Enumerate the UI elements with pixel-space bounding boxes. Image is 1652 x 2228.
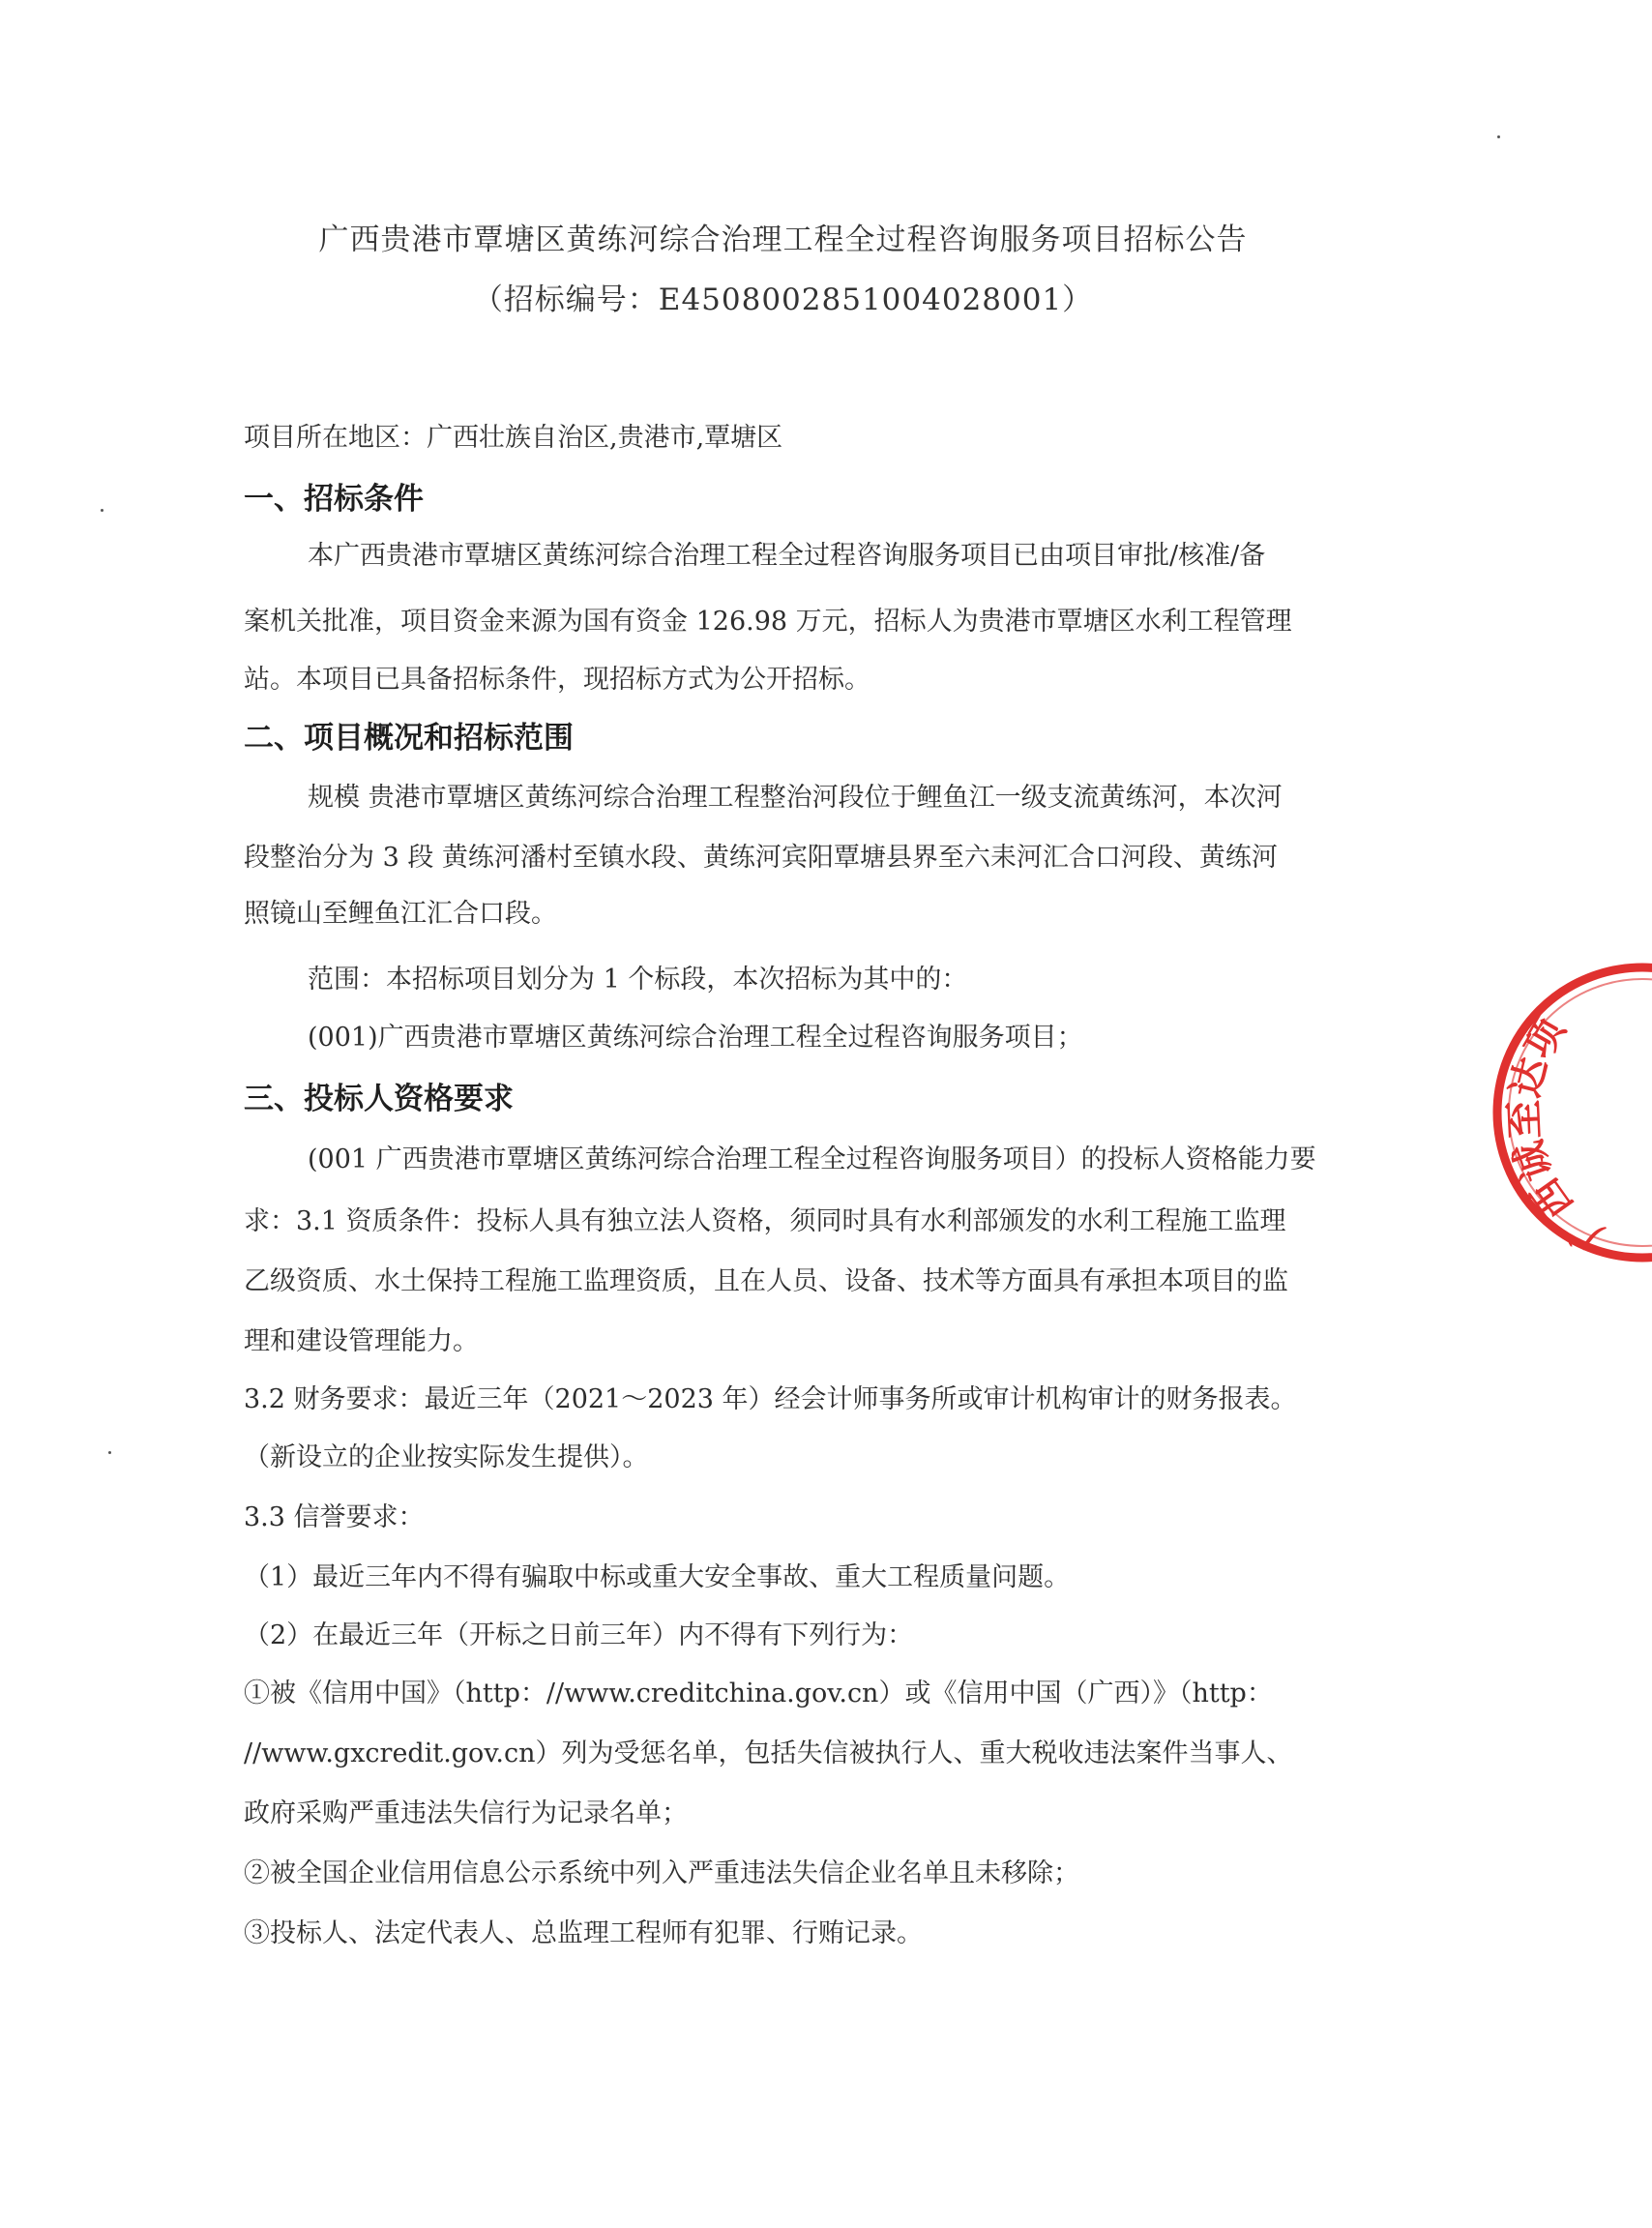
section-heading-1: 一、招标条件 [244,482,424,517]
paragraph-line: 3.3 信誉要求： [244,1502,425,1532]
paragraph-line: 照镜山至鲤鱼江汇合口段。 [244,899,557,929]
paragraph-line: ①被《信用中国》（http：//www.creditchina.gov.cn）或《信用中国（广西）》（http： [244,1678,1273,1708]
paragraph-line: 政府采购严重违法失信行为记录名单； [244,1798,688,1828]
paragraph-line: 范围：本招标项目划分为 1 个标段，本次招标为其中的： [308,965,968,995]
section-heading-2: 二、项目概况和招标范围 [244,721,574,756]
paragraph-line: 理和建设管理能力。 [244,1326,479,1356]
section-heading-3: 三、投标人资格要求 [244,1082,514,1116]
tender-code: （招标编号：E4508002851004028001） [472,282,1094,317]
paragraph-line: 规模 贵港市覃塘区黄练河综合治理工程整治河段位于鲤鱼江一级支流黄练河，本次河 [308,783,1283,813]
paragraph-line: 站。本项目已具备招标条件，现招标方式为公开招标。 [244,665,870,695]
paragraph-line: 段整治分为 3 段 黄练河潘村至镇水段、黄练河宾阳覃塘县界至六耒河汇合口河段、黄练河 [244,843,1278,873]
paragraph-line: ③投标人、法定代表人、总监理工程师有犯罪、行贿记录。 [244,1918,923,1948]
scan-speck [108,1451,111,1454]
paragraph-line: 求：3.1 资质条件：投标人具有独立法人资格，须同时具有水利部颁发的水利工程施工监理 [244,1206,1286,1236]
paragraph-line: (001 广西贵港市覃塘区黄练河综合治理工程全过程咨询服务项目）的投标人资格能力要 [308,1144,1316,1174]
paragraph-line: ②被全国企业信用信息公示系统中列入严重违法失信企业名单且未移除； [244,1858,1079,1888]
paragraph-line: （2）在最近三年（开标之日前三年）内不得有下列行为： [244,1620,914,1650]
project-region: 项目所在地区：广西壮族自治区,贵港市,覃塘区 [244,423,783,453]
paragraph-line: (001)广西贵港市覃塘区黄练河综合治理工程全过程咨询服务项目； [308,1023,1083,1053]
paragraph-line: （新设立的企业按实际发生提供）。 [244,1442,649,1472]
paragraph-line: 本广西贵港市覃塘区黄练河综合治理工程全过程咨询服务项目已由项目审批/核准/备 [308,541,1266,571]
paragraph-line: 乙级资质、水土保持工程施工监理资质，且在人员、设备、技术等方面具有承担本项目的监 [244,1266,1288,1296]
scan-speck [1497,135,1500,138]
paragraph-line: 案机关批准，项目资金来源为国有资金 126.98 万元，招标人为贵港市覃塘区水利工程管理 [244,607,1292,637]
seal-text: 广西诚至达项 [1502,1010,1611,1259]
paragraph-line: （1）最近三年内不得有骗取中标或重大安全事故、重大工程质量问题。 [244,1562,1071,1592]
scan-speck [101,509,103,512]
company-seal [1478,958,1652,1267]
paragraph-line: //www.gxcredit.gov.cn）列为受惩名单，包括失信被执行人、重大税收违法案件当事人、 [244,1738,1293,1768]
paragraph-line: 3.2 财务要求：最近三年（2021～2023 年）经会计师事务所或审计机构审计的财务报表。 [244,1384,1297,1414]
document-title: 广西贵港市覃塘区黄练河综合治理工程全过程咨询服务项目招标公告 [318,223,1248,257]
